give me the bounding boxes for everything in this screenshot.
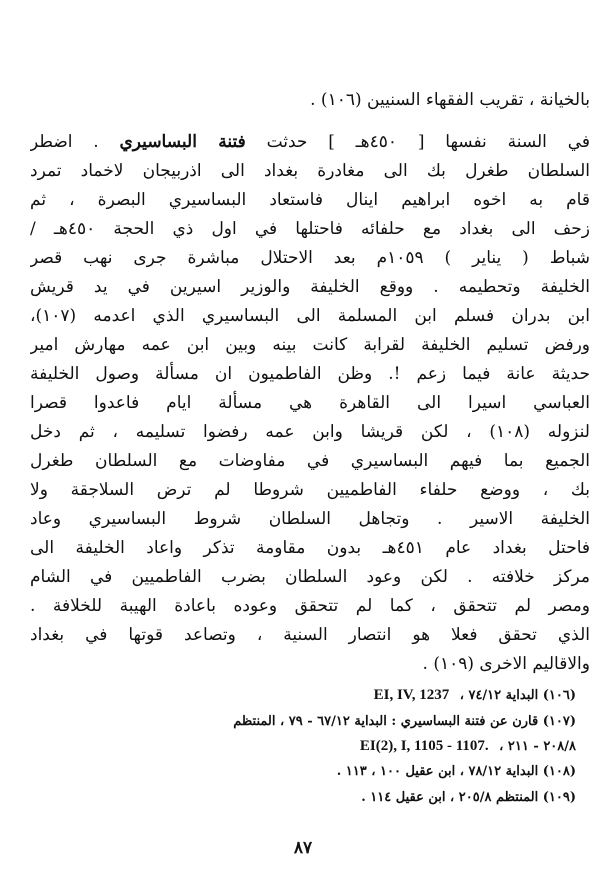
- text-line: حديثة عانة فيما زعم !. وظن الفاطميون ان مسألة وصول الخليفة: [30, 364, 590, 384]
- page-number: ٨٧: [293, 838, 313, 858]
- text-line: ورفض تسليم الخليفة لقرابة كانت بينه وبين ابن عمه مهارش امير: [30, 335, 590, 355]
- text-line: الخليفة وتحطيمه . ووقع الخليفة والوزير اسيرين في يد قريش: [30, 277, 590, 297]
- footnote-text: (١٠٨) البداية ٧٨/١٢ ، ابن عقيل ١٠٠ ، ١١٣ .: [336, 764, 576, 779]
- footnote-text: (١٠٩) المنتظم ٢٠٥/٨ ، ابن عقيل ١١٤ .: [361, 790, 576, 805]
- text-line: لنزوله (١٠٨) ، لكن قريشا وابن عمه رفضوا تسليمه ، ثم دخل: [30, 422, 590, 442]
- footnote-text: (١٠٧) قارن عن فتنة البساسيري : البداية ٦٧/١٢ - ٧٩ ، المنتظم: [233, 714, 576, 729]
- text-line: شباط ( يناير ) ١٠٥٩م بعد الاحتلال مباشرة جرى نهب قصر: [30, 248, 590, 268]
- text-line: مركز خلافته . لكن وعود السلطان بضرب الفاطميين في الشام: [30, 567, 590, 587]
- footnote-reference: EI, IV, 1237: [373, 687, 450, 703]
- highlight-phrase: فتنة البساسيري: [119, 132, 246, 152]
- text-line: بالخيانة ، تقريب الفقهاء السنيين (١٠٦) .: [310, 90, 590, 110]
- footnote-reference: EI(2), I, 1105 - 1107.: [359, 738, 489, 754]
- text-line: الخليفة الاسير . وتجاهل السلطان شروط البساسيري وعاد: [30, 509, 590, 529]
- text-line: الجميع بما فيهم البساسيري في مفاوضات مع السلطان طغرل: [30, 451, 590, 471]
- text-line: في السنة نفسها [ ٤٥٠هـ ] حدثت فتنة البساسيري . اضطر: [30, 132, 590, 152]
- text-line: بك ، ووضع حلفاء الفاطميين شروطا لم ترض السلاجقة ولا: [30, 480, 590, 500]
- text-line: ابن بدران فسلم ابن المسلمة الى البساسيري الذي اعدمه (١٠٧)،: [30, 306, 590, 326]
- footnote-107: [16, 710, 576, 734]
- text-line: السلطان طغرل بك الى مغادرة بغداد الى اذربيجان لاخماد تمرد: [30, 161, 590, 181]
- footnote-106: [16, 683, 576, 707]
- text-line: العباسي اسيرا الى القاهرة هي مسألة ايام فاعدوا قصرا: [30, 393, 590, 413]
- text-line: ومصر لم تتحقق ، كما لم تتحقق وعوده باعادة الهيبة للخلافة .: [30, 596, 590, 616]
- text-line: الذي تحقق فعلا هو انتصار السنية ، وتصاعد قوتها في بغداد: [30, 625, 590, 645]
- footnote-text: (١٠٦) البداية ٧٤/١٢ ،: [459, 688, 576, 703]
- text-line: فاحتل بغداد عام ٤٥١هـ بدون مقاومة تذكر واعاد الخليفة الى: [30, 538, 590, 558]
- footnote-text: ٢٠٨/٨ - ٢١١ ،: [499, 739, 576, 754]
- text-line: والاقاليم الاخرى (١٠٩) .: [422, 654, 590, 674]
- footnote-108: [16, 760, 576, 784]
- text-line: قام به اخوه ابراهيم اينال فاستعاد البساسيري البصرة ، ثم: [30, 190, 590, 210]
- footnote-107-cont: [16, 734, 576, 758]
- text-line: زحف الى بغداد مع حلفائه فاحتلها في اول ذي الحجة ٤٥٠هـ /: [30, 219, 590, 239]
- footnote-109: [16, 786, 576, 810]
